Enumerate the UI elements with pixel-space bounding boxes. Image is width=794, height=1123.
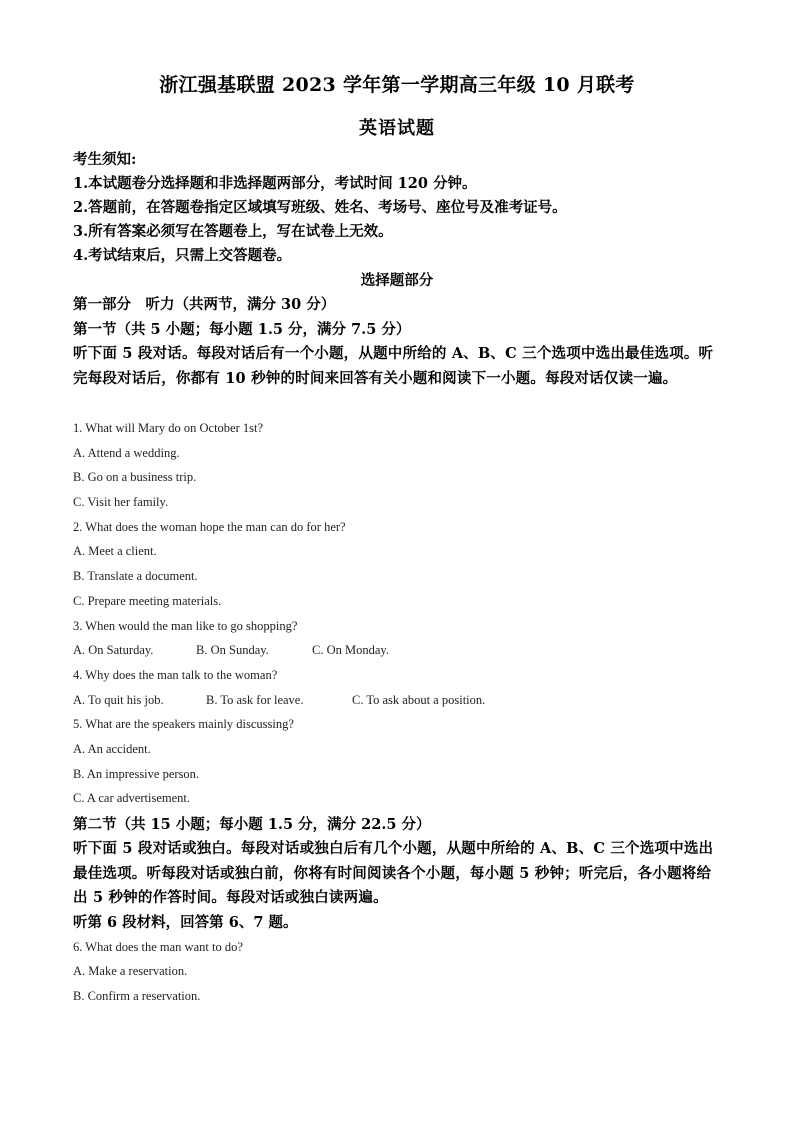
question-option: A. On Saturday. bbox=[73, 643, 154, 657]
section1-instructions: 听下面 5 段对话。每段对话后有一个小题，从题中所给的 A、B、C 三个选项中选出最佳选项。听完每段对话后，你都有 10 秒钟的时间来回答有关小题和阅读下一小题。每段对话仅读一遍。 bbox=[73, 345, 714, 387]
section1-title: 第一节（共 5 小题；每小题 1.5 分，满分 7.5 分） bbox=[73, 321, 411, 338]
question-option: C. Prepare meeting materials. bbox=[73, 594, 222, 608]
question-stem: 6. What does the man want to do? bbox=[73, 940, 243, 954]
question-option: C. Visit her family. bbox=[73, 495, 169, 509]
question-option: A. Attend a wedding. bbox=[73, 446, 180, 460]
page-subtitle: 英语试题 bbox=[359, 118, 435, 139]
question-option: B. Confirm a reservation. bbox=[73, 989, 201, 1003]
material-note: 听第 6 段材料，回答第 6、7 题。 bbox=[73, 914, 298, 931]
notice-item: 4.考试结束后，只需上交答题卷。 bbox=[73, 247, 292, 264]
question-option: B. On Sunday. bbox=[196, 643, 269, 657]
question-option: A. Meet a client. bbox=[73, 544, 157, 558]
question-option: B. To ask for leave. bbox=[206, 693, 304, 707]
notice-heading: 考生须知: bbox=[73, 151, 137, 168]
section2-title: 第二节（共 15 小题；每小题 1.5 分，满分 22.5 分） bbox=[73, 816, 431, 833]
notice-item: 1.本试题卷分选择题和非选择题两部分，考试时间 120 分钟。 bbox=[73, 175, 477, 192]
question-stem: 1. What will Mary do on October 1st? bbox=[73, 421, 264, 435]
question-option: A. An accident. bbox=[73, 742, 151, 756]
question-option: B. Go on a business trip. bbox=[73, 470, 197, 484]
page-title: 浙江强基联盟 2023 学年第一学期高三年级 10 月联考 bbox=[159, 74, 635, 96]
question-stem: 5. What are the speakers mainly discussing? bbox=[73, 717, 294, 731]
question-stem: 3. When would the man like to go shopping? bbox=[73, 619, 298, 633]
question-option: C. On Monday. bbox=[312, 643, 389, 657]
question-option: A. To quit his job. bbox=[73, 693, 164, 707]
question-option: C. To ask about a position. bbox=[352, 693, 486, 707]
question-options-row bbox=[73, 641, 723, 659]
question-option: C. A car advertisement. bbox=[73, 791, 190, 805]
question-option: B. An impressive person. bbox=[73, 767, 200, 781]
question-option: A. Make a reservation. bbox=[73, 964, 188, 978]
question-option: B. Translate a document. bbox=[73, 569, 198, 583]
question-stem: 4. Why does the man talk to the woman? bbox=[73, 668, 278, 682]
part1-title: 第一部分 听力（共两节，满分 30 分） bbox=[73, 296, 336, 313]
question-stem: 2. What does the woman hope the man can do for her? bbox=[73, 520, 346, 534]
question-options-row bbox=[73, 691, 723, 709]
notice-item: 3.所有答案必须写在答题卷上，写在试卷上无效。 bbox=[73, 223, 393, 240]
section2-instructions: 听下面 5 段对话或独白。每段对话或独白后有几个小题，从题中所给的 A、B、C 三个选项中选出最佳选项。听每段对话或独白前，你将有时间阅读各个小题，每小题 5 秒钟；听完后，各小题将给出 5 秒钟的作答时间。每段对话或独白读两遍。 bbox=[73, 840, 714, 906]
notice-item: 2.答题前，在答题卷指定区域填写班级、姓名、考场号、座位号及准考证号。 bbox=[73, 199, 567, 216]
part-heading: 选择题部分 bbox=[360, 272, 434, 289]
